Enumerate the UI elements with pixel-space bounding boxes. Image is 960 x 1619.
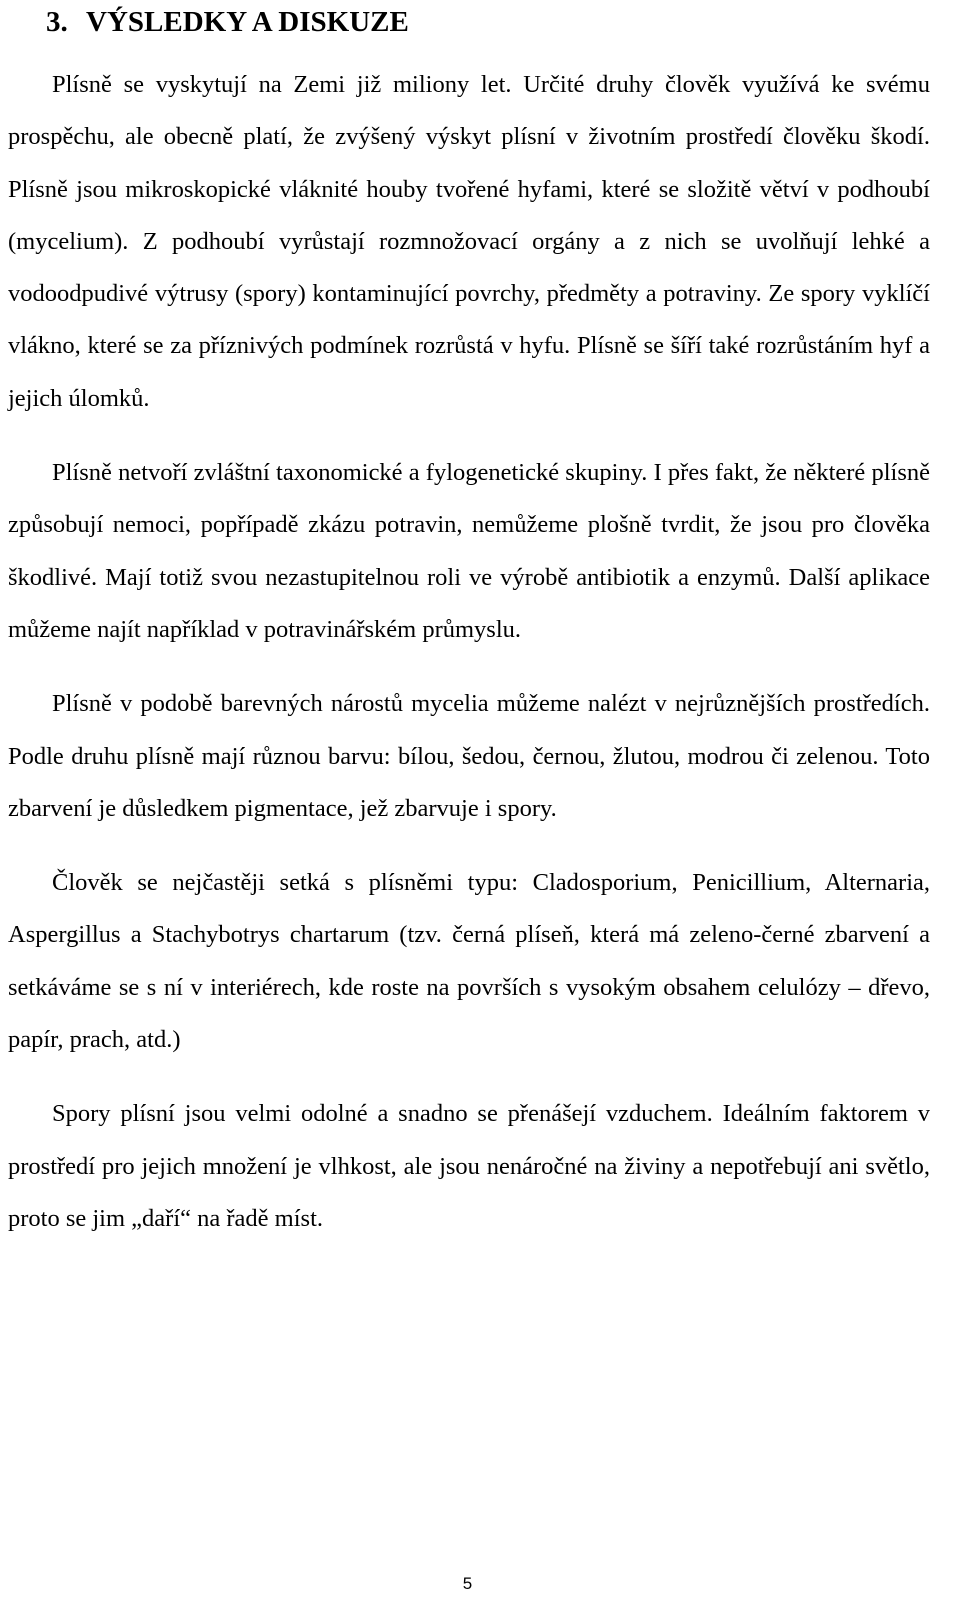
section-title: VÝSLEDKY A DISKUZE bbox=[86, 6, 409, 38]
paragraph-1: Plísně se vyskytují na Zemi již miliony let. Určité druhy člověk využívá ke svému prospěchu, ale obecně platí, že zvýšený výskyt plísní v životním prostředí člověku škodí. Plísně jsou mikroskopické vláknité houby tvořené hyfami, které se složitě větví v podhoubí (mycelium). Z podhoubí vyrůstají rozmnožovací orgány a z nich se uvolňují lehké a vodoodpudivé výtrusy (spory) kontaminující povrchy, předměty a potraviny. Ze spory vyklíčí vlákno, které se za příznivých podmínek rozrůstá v hyfu. Plísně se šíří také rozrůstáním hyf a jejich úlomků. bbox=[8, 71, 930, 412]
paragraph-4: Člověk se nejčastěji setká s plísněmi typu: Cladosporium, Penicillium, Alternaria, Aspergillus a Stachybotrys chartarum (tzv. černá plíseň, která má zeleno-černé zbarvení a setkáváme se s ní v interiérech, kde roste na površích s vysokým obsahem celulózy – dřevo, papír, prach, atd.) bbox=[8, 869, 930, 1054]
paragraph-2: Plísně netvoří zvláštní taxonomické a fylogenetické skupiny. I přes fakt, že některé plísně způsobují nemoci, popřípadě zkázu potravin, nemůžeme plošně tvrdit, že jsou pro člověka škodlivé. Mají totiž svou nezastupitelnou roli ve výrobě antibiotik a enzymů. Další aplikace můžeme najít například v potravinářském průmyslu. bbox=[8, 459, 930, 643]
body-text bbox=[8, 59, 930, 1267]
paragraph-5: Spory plísní jsou velmi odolné a snadno se přenášejí vzduchem. Ideálním faktorem v prostředí pro jejich množení je vlhkost, ale jsou nenáročné na živiny a nepotřebují ani světlo, proto se jim „daří“ na řadě míst. bbox=[8, 1100, 930, 1232]
page-number: 5 bbox=[462, 1574, 473, 1593]
section-number: 3. bbox=[46, 6, 68, 38]
section-heading bbox=[46, 6, 409, 38]
paragraph-3: Plísně v podobě barevných nárostů mycelia můžeme nalézt v nejrůznějších prostředích. Podle druhu plísně mají různou barvu: bílou, šedou, černou, žlutou, modrou či zelenou. Toto zbarvení je důsledkem pigmentace, jež zbarvuje i spory. bbox=[8, 690, 930, 822]
